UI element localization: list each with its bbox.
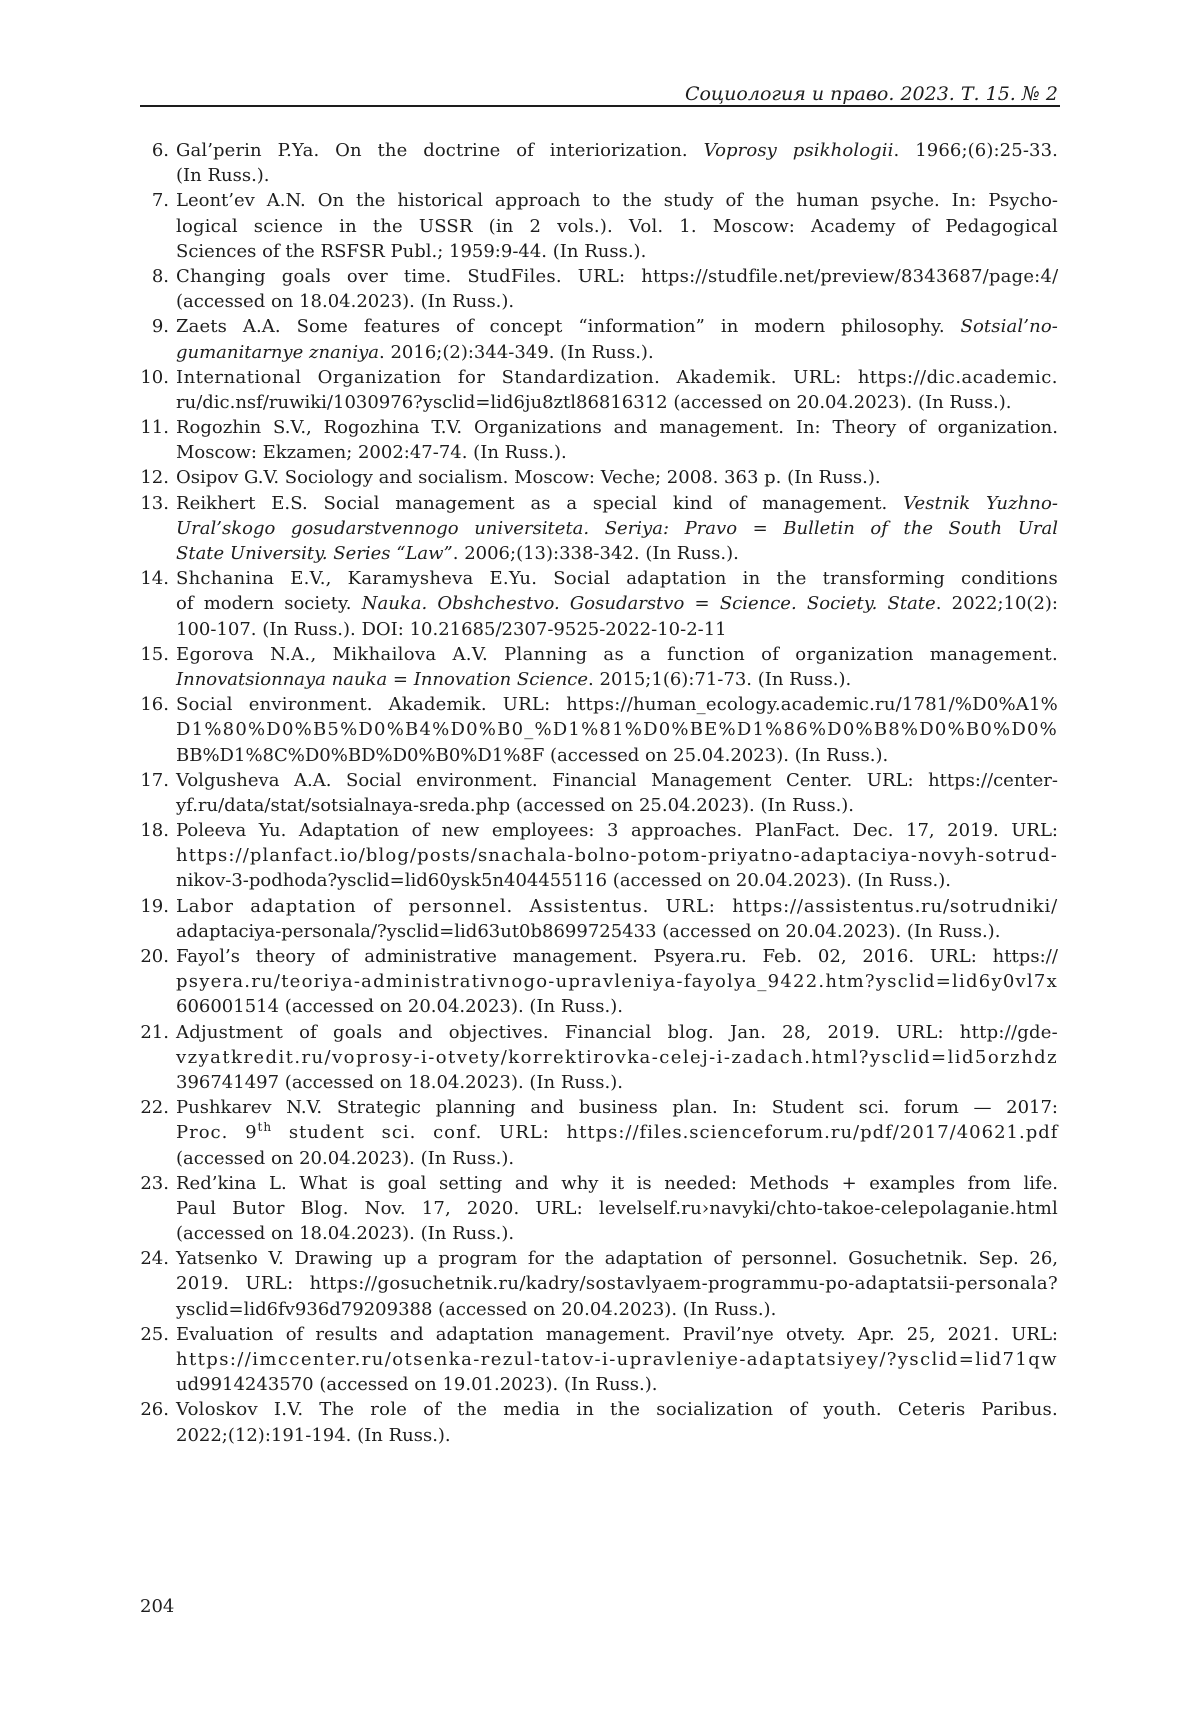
reference-line-text: Red’kina L. What is goal setting and why it is needed: Methods + examples from life. [176,1172,1058,1194]
reference-text [176,1095,1058,1171]
reference-number: 6. [151,140,169,161]
reference-number: 12. [140,467,169,489]
reference-line-text: adaptaciya-personala/?ysclid=lid63ut0b8699725433 (accessed on 20.04.2023). (In Russ.). [176,920,1001,942]
reference-item [140,1322,1058,1398]
reference-line-text: (In Russ.). [176,165,270,187]
reference-line [176,1146,1058,1171]
reference-text-segment: Proc. 9 [176,1122,258,1144]
reference-line [176,1246,1058,1271]
journal-title: Voprosy psikhologii [703,140,894,161]
reference-text [176,188,1058,264]
reference-line-text: 100-107. (In Russ.). DOI: 10.21685/2307-9525-2022-10-2-11 [176,618,727,640]
journal-title: Innovatsionnaya nauka = Innovation Science [176,668,589,690]
reference-line-text: Rogozhin S.V., Rogozhina T.V. Organizations and management. In: Theory of organization. [176,417,1058,439]
reference-line-text: vzyatkredit.ru/voprosy-i-otvety/korrektirovka-celej-i-zadach.html?ysclid=lid5orzhdz [176,1046,1058,1068]
reference-line [176,1196,1058,1221]
reference-line [176,1347,1058,1372]
reference-item [140,1095,1058,1171]
reference-line [176,314,1058,339]
reference-number: 16. [140,694,169,716]
reference-number: 8. [151,265,169,287]
reference-line [176,1271,1058,1296]
journal-title: Vestnik Yuzhno- [903,492,1058,514]
reference-number: 18. [140,820,169,842]
reference-list [140,138,1058,1448]
reference-line [176,390,1058,415]
reference-text-segment: Gal’perin P.Ya. On the doctrine of interiorization. [176,140,704,161]
reference-line-text: Osipov G.V. Sociology and socialism. Moscow: Veche; 2008. 363 p. (In Russ.). [176,467,881,489]
reference-line-text [176,593,1058,614]
reference-text [176,1171,1058,1247]
reference-line [176,1045,1058,1070]
reference-line-text: Evaluation of results and adaptation management. Pravil’nye otvety. Apr. 25, 2021. URL: [176,1323,1058,1345]
reference-item [140,818,1058,894]
reference-text-segment: Reikhert E.S. Social management as a special kind of management. [176,492,904,514]
reference-line-text [176,543,739,564]
reference-line [176,566,1058,591]
journal-title: Nauka. Obshchestvo. Gosudarstvo = Science. Society. State [361,593,936,615]
reference-line-text: Moscow: Ekzamen; 2002:47-74. (In Russ.). [176,442,567,464]
page-number: 204 [140,1596,175,1617]
reference-line-text: ysclid=lid6fv936d79209388 (accessed on 20.04.2023). (In Russ.). [176,1298,777,1320]
reference-text-segment: . 2006;(13):338-342. (In Russ.). [452,543,739,564]
reference-line [176,365,1058,390]
reference-line-text: yf.ru/data/stat/sotsialnaya-sreda.php (accessed on 25.04.2023). (In Russ.). [176,794,855,816]
reference-line [176,340,1058,365]
reference-line-text: (accessed on 18.04.2023). (In Russ.). [176,291,515,313]
reference-line-text: Poleeva Yu. Adaptation of new employees: 3 approaches. PlanFact. Dec. 17, 2019. URL: [176,820,1058,842]
reference-text [176,264,1058,314]
reference-item [140,465,1058,490]
reference-item [140,188,1058,264]
reference-line [176,465,1058,490]
reference-number: 21. [140,1021,169,1043]
reference-line [176,1372,1058,1397]
reference-line [176,138,1058,163]
reference-number: 23. [140,1172,169,1194]
reference-number: 26. [140,1399,169,1421]
reference-line-text: (accessed on 18.04.2023). (In Russ.). [176,1223,515,1245]
reference-line-text: Egorova N.A., Mikhailova A.V. Planning as a function of organization management. [176,643,1058,665]
reference-line-text: nikov-3-podhoda?ysclid=lid60ysk5n404455116 (accessed on 20.04.2023). (In Russ.). [176,870,951,892]
reference-line-text: Social environment. Akademik. URL: https://human_ecology.academic.ru/1781/%D0%A1% [176,694,1058,716]
reference-line [176,717,1058,742]
reference-text-segment: student sci. conf. URL: https://files.scienceforum.ru/pdf/2017/40621.pdf [272,1122,1059,1144]
reference-line-text [176,140,1058,161]
reference-line-text: Volgusheva A.A. Social environment. Financial Management Center. URL: https://center- [176,769,1058,791]
reference-line-text: psyera.ru/teoriya-administrativnogo-upravleniya-fayolya_9422.htm?ysclid=lid6y0vl7x [176,971,1058,993]
reference-line-text: 396741497 (accessed on 18.04.2023). (In Russ.). [176,1071,623,1093]
reference-line [176,969,1058,994]
reference-text [176,944,1058,1020]
reference-item [140,1171,1058,1247]
reference-text [176,818,1058,894]
reference-number: 15. [140,643,169,665]
reference-line-text: Paul Butor Blog. Nov. 17, 2020. URL: levelself.ru›navyki/chto-takoe-celepolaganie.html [176,1197,1058,1219]
reference-line-text [176,493,1058,514]
reference-line [176,163,1058,188]
reference-line [176,1095,1058,1120]
reference-text [176,465,1058,490]
reference-text [176,566,1058,642]
reference-item [140,491,1058,567]
reference-line [176,440,1058,465]
reference-line [176,994,1058,1019]
reference-line-text: ru/dic.nsf/ruwiki/1030976?ysclid=lid6ju8ztl86816312 (accessed on 20.04.2023). (In Russ.). [176,391,1012,413]
journal-title: gumanitarnye znaniya [176,341,380,363]
reference-line-text: Fayol’s theory of administrative management. Psyera.ru. Feb. 02, 2016. URL: https:// [176,946,1058,967]
reference-item [140,944,1058,1020]
reference-line-text: logical science in the USSR (in 2 vols.). Vol. 1. Moscow: Academy of Pedagogical [176,215,1058,237]
journal-title: Sotsial’no- [960,316,1058,338]
reference-text-segment: . 2015;1(6):71-73. (In Russ.). [588,668,852,690]
reference-line-text: https://planfact.io/blog/posts/snachala-bolno-potom-priyatno-adaptaciya-novyh-sotrud- [176,845,1058,867]
reference-number: 20. [140,946,169,967]
reference-item [140,264,1058,314]
reference-line [176,768,1058,793]
reference-line [176,1120,1058,1145]
reference-text [176,1020,1058,1096]
reference-line-text: 2022;(12):191-194. (In Russ.). [176,1424,451,1446]
reference-number: 19. [140,895,169,917]
reference-text [176,365,1058,415]
header-rule [140,105,1060,107]
reference-item [140,1397,1058,1447]
reference-item [140,642,1058,692]
reference-line-text [176,1122,1058,1143]
reference-line [176,1070,1058,1095]
reference-line-text: ud9914243570 (accessed on 19.01.2023). (In Russ.). [176,1374,658,1396]
reference-item [140,1020,1058,1096]
reference-line [176,516,1058,541]
reference-line-text: Pushkarev N.V. Strategic planning and business plan. In: Student sci. forum — 2017: [176,1097,1058,1119]
journal-title: State University. Series “Law” [176,543,453,564]
reference-number: 7. [151,190,169,212]
reference-text [176,768,1058,818]
reference-line-text: Yatsenko V. Drawing up a program for the adaptation of personnel. Gosuchetnik. Sep. 26, [176,1248,1058,1270]
reference-line-text: https://imccenter.ru/otsenka-rezul-tatov-i-upravleniye-adaptatsiyey/?ysclid=lid71qw [176,1349,1058,1370]
superscript-ordinal: th [257,1120,273,1135]
reference-number: 9. [151,316,169,338]
reference-text-segment: Zaets A.A. Some features of concept “information” in modern philosophy. [176,316,961,338]
reference-line [176,944,1058,969]
reference-number: 22. [140,1097,169,1119]
reference-number: 11. [140,417,169,439]
reference-number: 25. [140,1323,169,1345]
reference-line [176,188,1058,213]
reference-line [176,743,1058,768]
reference-line-text [176,316,1058,337]
reference-item [140,894,1058,944]
reference-line [176,868,1058,893]
reference-item [140,1246,1058,1322]
running-header: Социология и право. 2023. Т. 15. № 2 [684,83,1058,105]
reference-text [176,894,1058,944]
reference-line-text [176,669,851,690]
reference-line [176,239,1058,264]
reference-line [176,667,1058,692]
reference-text [176,692,1058,768]
reference-line-text: Labor adaptation of personnel. Assistentus. URL: https://assistentus.ru/sotrudniki/ [176,895,1058,917]
reference-line [176,692,1058,717]
reference-line [176,541,1058,566]
reference-line-text: Shchanina E.V., Karamysheva E.Yu. Social adaptation in the transforming conditions [176,568,1058,590]
reference-line [176,1423,1058,1448]
reference-item [140,365,1058,415]
reference-number: 14. [140,568,169,590]
reference-line-text [176,342,654,363]
reference-line [176,642,1058,667]
reference-number: 24. [140,1248,169,1270]
reference-line-text: International Organization for Standardization. Akademik. URL: https://dic.academic. [176,366,1058,388]
reference-line [176,818,1058,843]
reference-line-text: Adjustment of goals and objectives. Financial blog. Jan. 28, 2019. URL: http://gde- [176,1021,1058,1043]
reference-line [176,491,1058,516]
reference-item [140,138,1058,188]
reference-item [140,566,1058,642]
reference-line [176,1171,1058,1196]
reference-line-text: 2019. URL: https://gosuchetnik.ru/kadry/sostavlyaem-programmu-po-adaptatsii-personala? [176,1273,1058,1295]
reference-line-text: D1%80%D0%B5%D0%B4%D0%B0_%D1%81%D0%BE%D1%86%D0%B8%D0%B0%D0% [176,719,1058,741]
reference-text [176,642,1058,692]
reference-line [176,264,1058,289]
reference-line [176,894,1058,919]
reference-line-text: BB%D1%8C%D0%BD%D0%B0%D1%8F (accessed on 25.04.2023). (In Russ.). [176,744,889,766]
reference-line-text: 606001514 (accessed on 20.04.2023). (In Russ.). [176,996,623,1018]
reference-text [176,1397,1058,1447]
reference-line [176,214,1058,239]
reference-text-segment: of modern society. [176,593,362,615]
reference-text-segment: . 2016;(2):344-349. (In Russ.). [379,341,654,363]
reference-line [176,1221,1058,1246]
reference-line-text: Leont’ev A.N. On the historical approach to the study of the human psyche. In: Psycho- [176,190,1058,212]
reference-number: 17. [140,769,169,791]
reference-line [176,919,1058,944]
reference-item [140,692,1058,768]
reference-line [176,793,1058,818]
reference-text-segment: . 2022;10(2): [935,593,1058,615]
reference-text-segment: . 1966;(6):25-33. [893,140,1058,161]
reference-line-text: Sciences of the RSFSR Publ.; 1959:9-44. (In Russ.). [176,240,647,262]
reference-line [176,289,1058,314]
reference-number: 10. [140,366,169,388]
journal-title: Ural’skogo gosudarstvennogo universiteta. Seriya: Pravo = Bulletin of the South Ural [176,517,1058,539]
reference-line-text [176,518,1058,539]
reference-text [176,1322,1058,1398]
reference-text [176,491,1058,567]
reference-line [176,617,1058,642]
reference-item [140,415,1058,465]
reference-line [176,843,1058,868]
reference-line [176,415,1058,440]
reference-line-text: Changing goals over time. StudFiles. URL: https://studfile.net/preview/8343687/page:4/ [176,265,1059,287]
reference-item [140,768,1058,818]
reference-line [176,1322,1058,1347]
reference-text [176,138,1058,188]
reference-line [176,1020,1058,1045]
reference-number: 13. [140,492,169,514]
reference-line-text: Voloskov I.V. The role of the media in the socialization of youth. Ceteris Paribus. [176,1399,1058,1421]
reference-item [140,314,1058,364]
reference-text [176,415,1058,465]
reference-line [176,1297,1058,1322]
reference-line [176,591,1058,616]
reference-text [176,314,1058,364]
reference-text [176,1246,1058,1322]
reference-line-text: (accessed on 20.04.2023). (In Russ.). [176,1147,515,1169]
reference-line [176,1397,1058,1422]
